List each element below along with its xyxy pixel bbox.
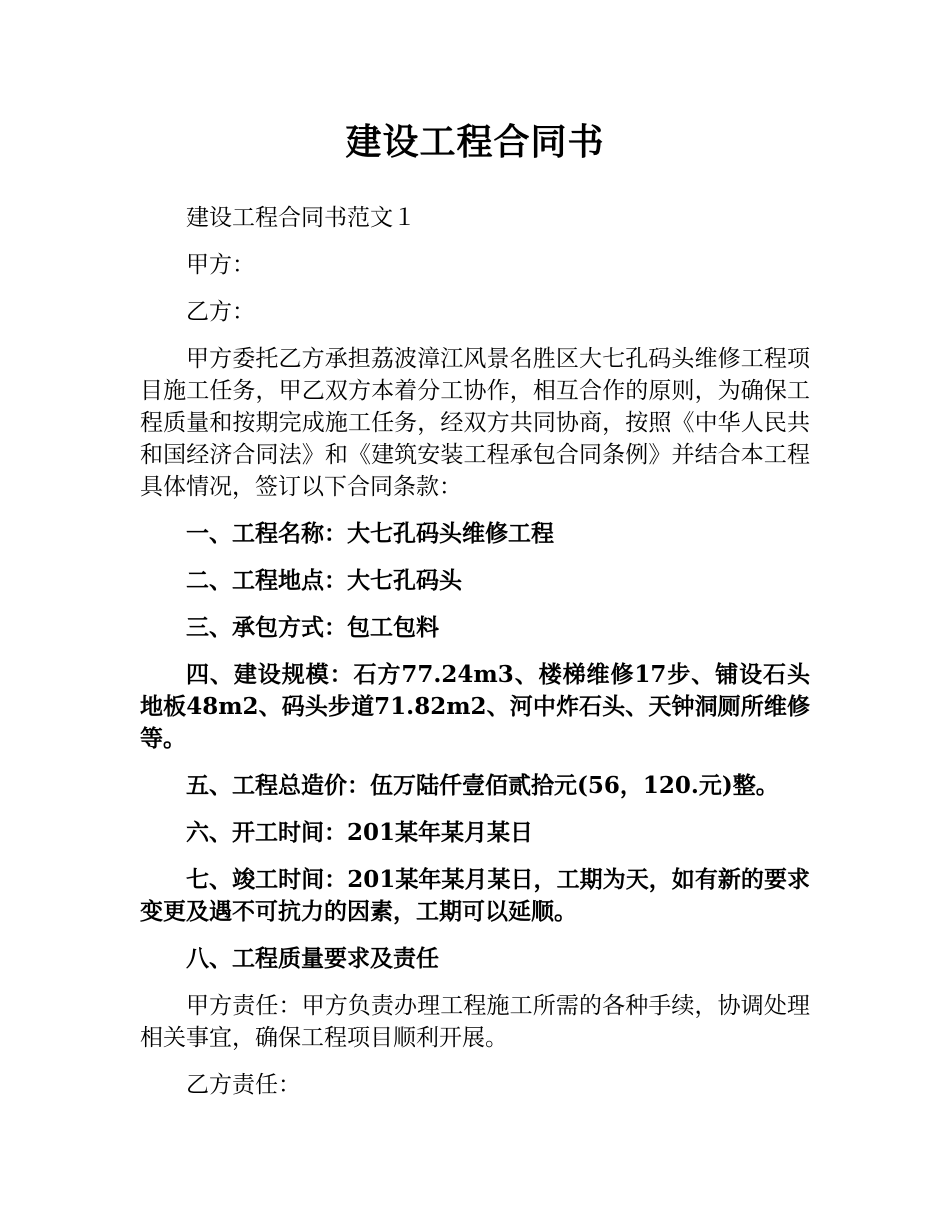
clause-total-cost: 五、工程总造价：伍万陆仟壹佰贰拾元(56，120.元)整。 — [186, 772, 779, 799]
clause-start-date: 六、开工时间：201某年某月某日 — [186, 819, 534, 846]
document-body — [140, 202, 810, 1116]
clause-quality-requirements: 八、工程质量要求及责任 — [186, 945, 439, 972]
clause-contract-method: 三、承包方式：包工包料 — [186, 614, 439, 641]
paragraph-preamble: 甲方委托乙方承担荔波漳江风景名胜区大七孔码头维修工程项目施工任务，甲乙双方本着分工协作，相互合作的原则，为确保工程质量和按期完成施工任务，经双方共同协商，按照《中华人民共和国经济合同法》和《建筑安装工程承包合同条例》并结合本工程具体情况，签订以下合同条款： — [140, 346, 810, 500]
clause-project-location: 二、工程地点：大七孔码头 — [186, 567, 462, 594]
paragraph-sample-heading: 建设工程合同书范文１ — [186, 205, 416, 231]
paragraph-party-b-duties: 乙方责任： — [186, 1072, 301, 1098]
clause-project-name: 一、工程名称：大七孔码头维修工程 — [186, 520, 554, 547]
document-title: 建设工程合同书 — [345, 121, 605, 163]
clause-completion-date: 七、竣工时间：201某年某月某日，工期为天，如有新的要求变更及遇不可抗力的因素，工期可以延顺。 — [140, 866, 810, 925]
paragraph-party-b: 乙方： — [186, 299, 255, 325]
clause-construction-scale: 四、建设规模：石方77.24m3、楼梯维修17步、铺设石头地板48m2、码头步道71.82m2、河中炸石头、天钟洞厕所维修等。 — [140, 661, 810, 752]
paragraph-party-a: 甲方： — [186, 252, 255, 278]
paragraph-party-a-duties: 甲方责任：甲方负责办理工程施工所需的各种手续，协调处理相关事宜，确保工程项目顺利开展。 — [140, 993, 810, 1051]
